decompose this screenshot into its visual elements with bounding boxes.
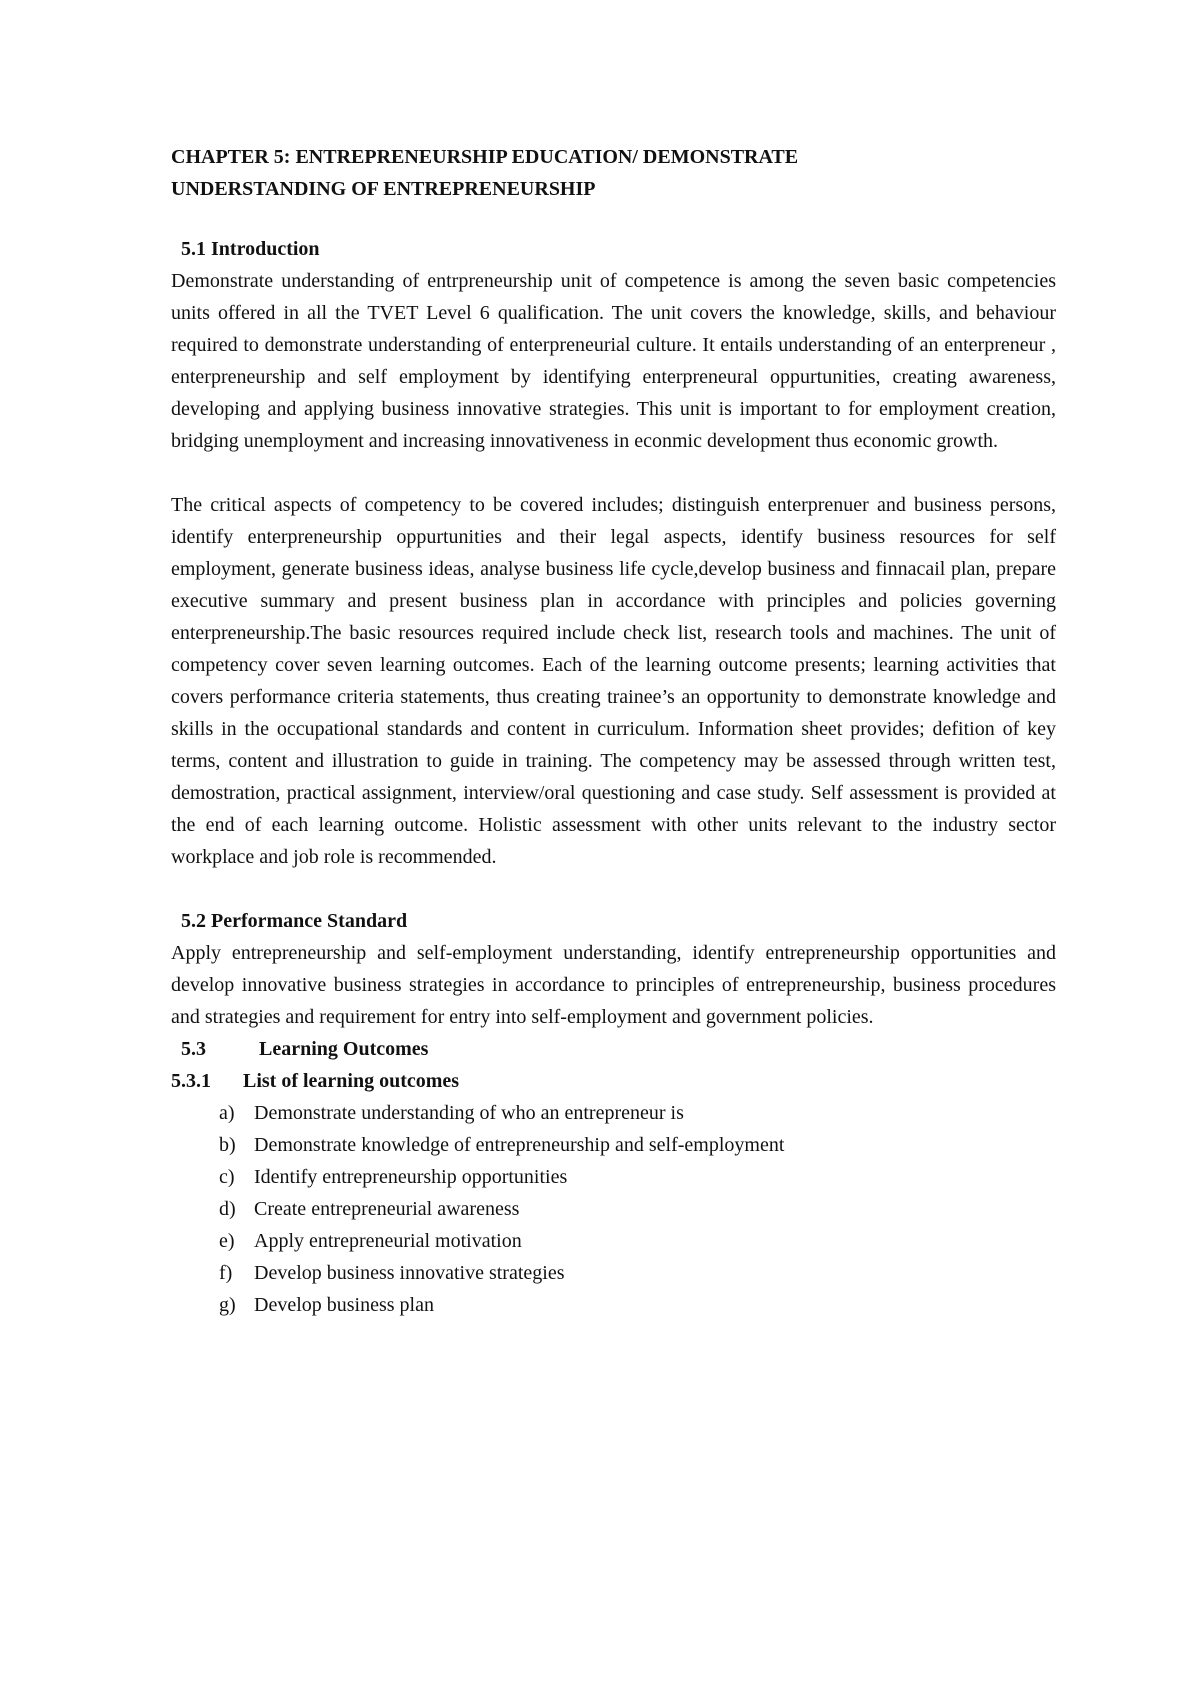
list-item-marker: g) bbox=[219, 1294, 236, 1316]
list-item-marker: c) bbox=[219, 1166, 235, 1188]
critical-aspects-paragraph: The critical aspects of competency to be covered includes; distinguish enterprenuer and business persons, identify enterpreneurship oppurtunities and their legal aspects, identify business resources for self employment, generate business ideas, analyse business life cycle,develop business and finnacail plan, prepare executive summary and present business plan in accordance with principles and policies governing enterpreneurship.The basic resources required include check list, research tools and machines. The unit of competency cover seven learning outcomes. Each of the learning outcome presents; learning activities that covers performance criteria statements, thus creating trainee’s an opportunity to demonstrate knowledge and skills in the occupational standards and content in curriculum. Information sheet provides; defition of key terms, content and illustration to guide in training. The competency may be assessed through written test, demostration, practical assignment, interview/oral questioning and case study. Self assessment is provided at the end of each learning outcome. Holistic assessment with other units relevant to the industry sector workplace and job role is recommended. bbox=[171, 494, 1056, 868]
list-item bbox=[219, 1257, 1056, 1289]
chapter-title bbox=[171, 141, 1056, 205]
list-item bbox=[219, 1097, 1056, 1129]
list-item-text: Identify entrepreneurship opportunities bbox=[254, 1166, 568, 1188]
learning-outcomes-list bbox=[171, 1097, 1056, 1321]
learning-outcomes-heading bbox=[181, 1033, 1056, 1065]
list-item bbox=[219, 1289, 1056, 1321]
list-item-marker: a) bbox=[219, 1102, 235, 1124]
chapter-title-line1: CHAPTER 5: ENTREPRENEURSHIP EDUCATION/ DEMONSTRATE bbox=[171, 146, 799, 168]
learning-outcomes-number: 5.3 bbox=[181, 1038, 206, 1060]
list-item bbox=[219, 1161, 1056, 1193]
list-item-marker: b) bbox=[219, 1134, 236, 1156]
list-item-marker: d) bbox=[219, 1198, 236, 1220]
chapter-title-line2: UNDERSTANDING OF ENTREPRENEURSHIP bbox=[171, 178, 596, 200]
list-item-text: Develop business plan bbox=[254, 1294, 434, 1316]
list-heading-number: 5.3.1 bbox=[171, 1070, 211, 1092]
list-heading-title: List of learning outcomes bbox=[243, 1070, 460, 1092]
performance-standard-paragraph: Apply entrepreneurship and self-employment understanding, identify entrepreneurship opportunities and develop innovative business strategies in accordance to principles of entrepreneurship, business procedures and strategies and requirement for entry into self-employment and government policies. bbox=[171, 942, 1056, 1028]
list-of-learning-outcomes-heading bbox=[171, 1065, 1056, 1097]
page-content bbox=[171, 141, 1056, 1321]
list-item bbox=[219, 1193, 1056, 1225]
list-item bbox=[219, 1129, 1056, 1161]
list-item bbox=[219, 1225, 1056, 1257]
list-item-text: Create entrepreneurial awareness bbox=[254, 1198, 520, 1220]
introduction-paragraph: Demonstrate understanding of entrpreneurship unit of competence is among the seven basic competencies units offered in all the TVET Level 6 qualification. The unit covers the knowledge, skills, and behaviour required to demonstrate understanding of enterpreneurial culture. It entails understanding of an enterpreneur , enterpreneurship and self employment by identifying enterpreneural oppurtunities, creating awareness, developing and applying business innovative strategies. This unit is important to for employment creation, bridging unemployment and increasing innovativeness in econmic development thus economic growth. bbox=[171, 270, 1056, 452]
introduction-heading: 5.1 Introduction bbox=[181, 238, 320, 260]
list-item-marker: f) bbox=[219, 1262, 233, 1284]
performance-standard-heading: 5.2 Performance Standard bbox=[181, 910, 408, 932]
list-item-text: Demonstrate understanding of who an entrepreneur is bbox=[254, 1102, 684, 1124]
list-item-marker: e) bbox=[219, 1230, 235, 1252]
learning-outcomes-title: Learning Outcomes bbox=[259, 1038, 429, 1060]
list-item-text: Demonstrate knowledge of entrepreneurship and self-employment bbox=[254, 1134, 785, 1156]
list-item-text: Apply entrepreneurial motivation bbox=[254, 1230, 522, 1252]
list-item-text: Develop business innovative strategies bbox=[254, 1262, 565, 1284]
